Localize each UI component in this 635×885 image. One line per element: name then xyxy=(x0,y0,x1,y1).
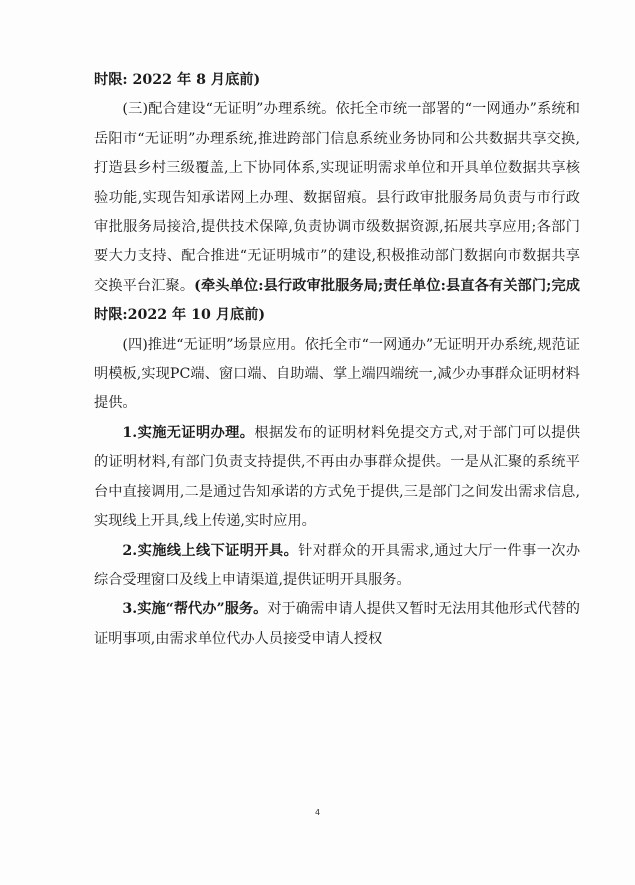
paragraph-text: 依托全市“一网通办”无证明开办系统,规范证明模板,实现PC端、窗口端、自助端、掌上端四端统一,减少办事群众证明材料提供。 xyxy=(94,336,580,412)
document-body xyxy=(94,66,580,654)
paragraph-system-construction xyxy=(94,95,580,330)
paragraph-item-2 xyxy=(94,537,580,596)
paragraph-text: 依托全市统一部署的“一网通办”系统和岳阳市“无证明”办理系统,推进跨部门信息系统业务协同和公共数据共享交换,打造县乡村三级覆盖,上下协同体系,实现证明需求单位和开具单位数据共享核验功能,实现告知承诺网上办理、数据留痕。县行政审批服务局负责与市行政审批服务局接洽,提供技术保障,负责协调市级数据资源,拓展共享应用;各部门要大力支持、配合推进“无证明城市”的建设,积极推动部门数据向市数据共享交换平台汇聚。 xyxy=(94,101,580,294)
responsibility-note: (牵头单位:县行政审批服务局;责任单位:县直各有关部门;完成时限:2022 年 10 月底前) xyxy=(94,277,580,324)
page-number: 4 xyxy=(314,808,321,817)
paragraph-text: 根据发布的证明材料免提交方式,对于部门可以提供的证明材料,有部门负责支持提供,不再由办事群众提供。一是从汇聚的系统平台中直接调用,二是通过告知承诺的方式免于提供,三是部门之间发出需求信息,实现线上开具,线上传递,实时应用。 xyxy=(94,424,581,530)
deadline-text: 时限: 2022 年 8 月底前) xyxy=(94,72,261,88)
paragraph-scenario-application xyxy=(94,331,580,419)
paragraph-deadline-continuation xyxy=(94,66,580,95)
item-heading: 2.实施线上线下证明开具。 xyxy=(122,542,299,559)
section-heading: (三)配合建设“无证明”办理系统。 xyxy=(122,101,336,118)
paragraph-text: 针对群众的开具需求,通过大厅一件事一次办综合受理窗口及线上申请渠道,提供证明开具服务。 xyxy=(94,542,581,588)
paragraph-text: 对于确需申请人提供又暂时无法用其他形式代替的证明事项,由需求单位代办人员接受申请人授权 xyxy=(94,601,580,647)
item-heading: 3.实施“帮代办”服务。 xyxy=(122,601,268,618)
item-heading: 1.实施无证明办理。 xyxy=(122,424,255,441)
paragraph-item-1 xyxy=(94,419,580,537)
section-heading: (四)推进“无证明”场景应用。 xyxy=(122,336,305,353)
paragraph-item-3 xyxy=(94,595,580,654)
